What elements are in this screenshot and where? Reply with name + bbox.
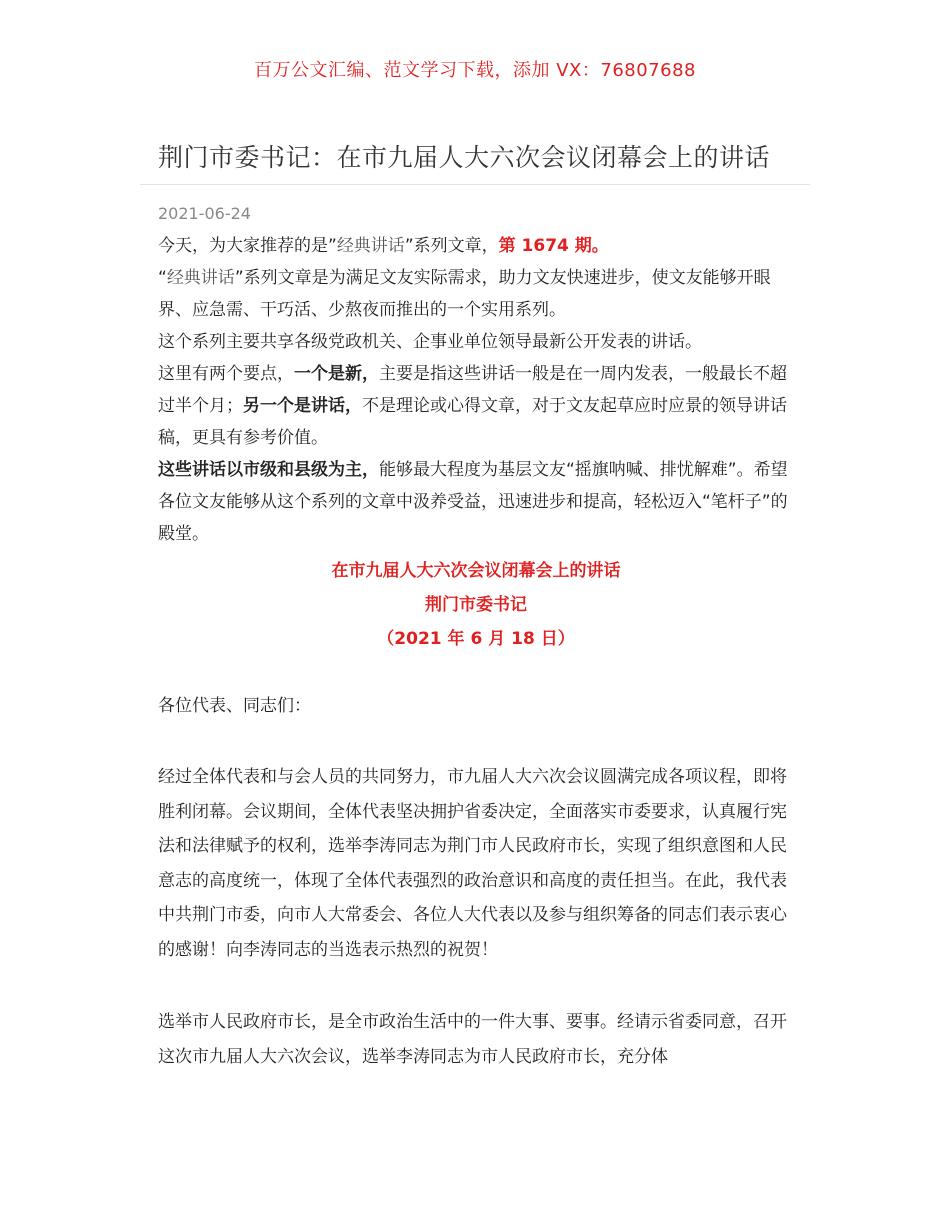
spacer [158,656,794,692]
intro-p1-text: 今天，为大家推荐的是” [158,236,337,256]
intro-p2-series-name: 经典讲话 [166,268,235,288]
article-date: 2021-06-24 [158,204,251,223]
speech-date: （2021 年 6 月 18 日） [377,629,575,649]
intro-p4-e: 不是理论或心得文章，对于文友起草应时应景的领导讲话稿，更具有参考价值。 [158,396,787,448]
speech-title: 在市九届人大六次会议闭幕会上的讲话 [331,561,621,581]
intro-paragraph-4 [158,358,794,454]
spacer [158,722,794,760]
title-divider [140,184,810,185]
issue-number: 第 1674 期。 [498,236,609,256]
intro-p1-text2: ”系列文章， [404,236,499,256]
key-point-speech: 另一个是讲话， [243,396,362,416]
intro-paragraph-2 [158,262,794,326]
intro-paragraph-3: 这个系列主要共享各级党政机关、企事业单位领导最新公开发表的讲话。 [158,332,702,352]
spacer [158,967,794,1005]
article-body [158,230,794,1074]
intro-p2-text: ”系列文章是为满足文友实际需求，助力文友快速进步，使文友能够开眼界、应急需、干巧活、少熬夜而推出的一个实用系列。 [158,268,771,320]
key-point-new: 一个是新， [294,364,379,384]
intro-p1-series-name: 经典讲话 [336,236,405,256]
intro-paragraph-1 [158,230,794,262]
speech-paragraph-2: 选举市人民政府市长，是全市政治生活中的一件大事、要事。经请示省委同意，召开这次市九届人大六次会议，选举李涛同志为市人民政府市长，充分体 [158,1012,787,1067]
intro-p5-text: 能够最大程度为基层文友“摇旗呐喊、排忧解难”。希望各位文友能够从这个系列的文章中汲养受益，迅速进步和提高，轻松迈入“笔杆子”的殿堂。 [158,460,788,544]
speech-paragraph-1: 经过全体代表和与会人员的共同努力，市九届人大六次会议圆满完成各项议程，即将胜利闭幕。会议期间，全体代表坚决拥护省委决定，全面落实市委要求，认真履行宪法和法律赋予的权利，选举李涛同志为荆门市人民政府市长，实现了组织意图和人民意志的高度统一，体现了全体代表强烈的政治意识和高度的责任担当。在此，我代表中共荆门市委，向市人大常委会、各位人大代表以及参与组织筹备的同志们表示衷心的感谢！向李涛同志的当选表示热烈的祝贺！ [158,767,787,960]
intro-p2-open-quote: “ [158,268,167,288]
intro-p5-bold: 这些讲话以市级和县级为主， [158,460,379,480]
article-title: 荆门市委书记：在市九届人大六次会议闭幕会上的讲话 [158,143,771,172]
intro-p4-c: 主要是指这些讲话一般是在一周内发表，一般最长不超过半个月； [158,364,787,416]
intro-p4-a: 这里有两个要点， [158,364,294,384]
speech-speaker: 荆门市委书记 [425,595,527,615]
promo-banner: 百万公文汇编、范文学习下载，添加 VX：76807688 [254,60,696,81]
intro-paragraph-5 [158,454,794,550]
speech-salutation: 各位代表、同志们： [158,696,311,716]
